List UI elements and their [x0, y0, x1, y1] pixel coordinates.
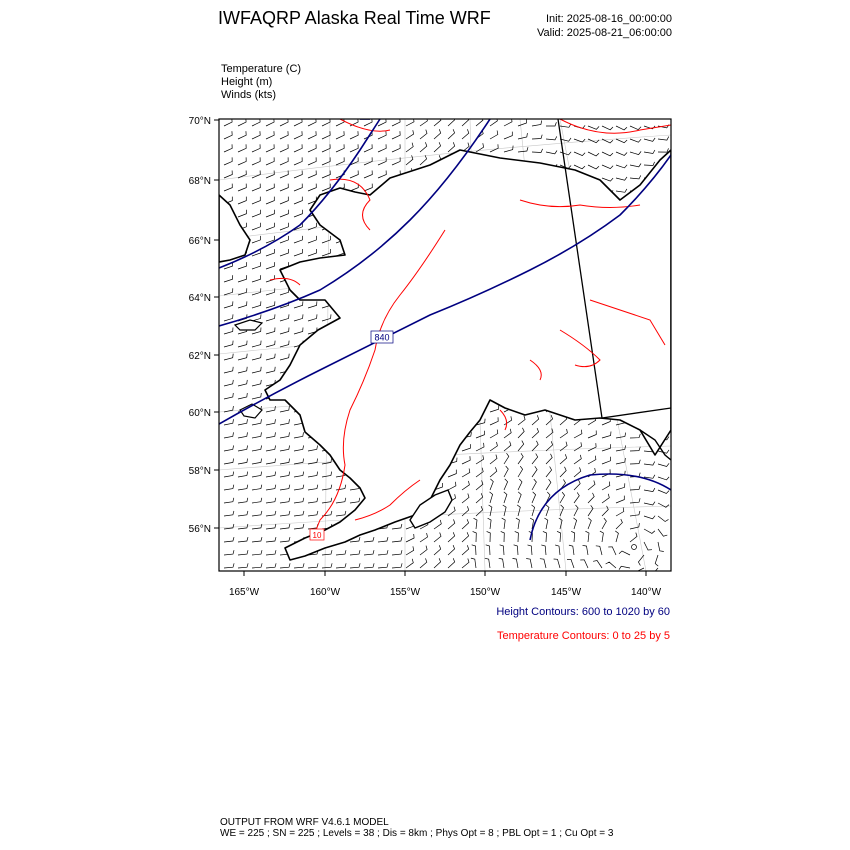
model-config: WE = 225 ; SN = 225 ; Levels = 38 ; Dis = 8km ; Phys Opt = 8 ; PBL Opt = 1 ; Cu Opt = 3 — [220, 828, 614, 839]
lat-label: 60°N — [188, 408, 211, 419]
height-contour-note: Height Contours: 600 to 1020 by 60 — [496, 606, 670, 618]
latitude-labels — [189, 116, 211, 535]
lon-label: 145°W — [550, 587, 582, 598]
model-footer — [220, 817, 613, 839]
lon-label: 160°W — [309, 587, 341, 598]
variable-winds: Winds (kts) — [221, 89, 276, 101]
lat-label: 68°N — [188, 176, 211, 187]
init-time: Init: 2025-08-16_00:00:00 — [546, 13, 672, 25]
map-title: IWFAQRP Alaska Real Time WRF — [218, 8, 491, 28]
longitude-ticks — [244, 571, 646, 576]
lat-label: 58°N — [188, 466, 211, 477]
lon-label: 150°W — [469, 587, 501, 598]
temperature-contour-note: Temperature Contours: 0 to 25 by 5 — [496, 630, 670, 642]
coastline — [219, 119, 671, 560]
longitude-labels — [229, 587, 662, 598]
lon-label: 165°W — [228, 587, 260, 598]
model-version: OUTPUT FROM WRF V4.6.1 MODEL — [220, 817, 389, 828]
lon-label: 140°W — [630, 587, 662, 598]
seward-peninsula-west — [219, 195, 250, 262]
latitude-ticks — [214, 120, 219, 528]
lat-label: 62°N — [188, 351, 211, 362]
lat-label: 66°N — [188, 236, 211, 247]
lat-label: 64°N — [188, 293, 211, 304]
low-center-marker — [632, 545, 637, 550]
height-contour-label: 840 — [374, 332, 390, 343]
temperature-contour-label: 10 — [312, 531, 322, 540]
variable-temperature: Temperature (C) — [221, 63, 302, 75]
valid-time: Valid: 2025-08-21_06:00:00 — [537, 27, 672, 39]
lat-label: 56°N — [188, 524, 211, 535]
lon-label: 155°W — [389, 587, 421, 598]
variable-height: Height (m) — [221, 76, 273, 88]
lat-label: 70°N — [188, 116, 211, 127]
st-lawrence-island — [235, 320, 262, 330]
